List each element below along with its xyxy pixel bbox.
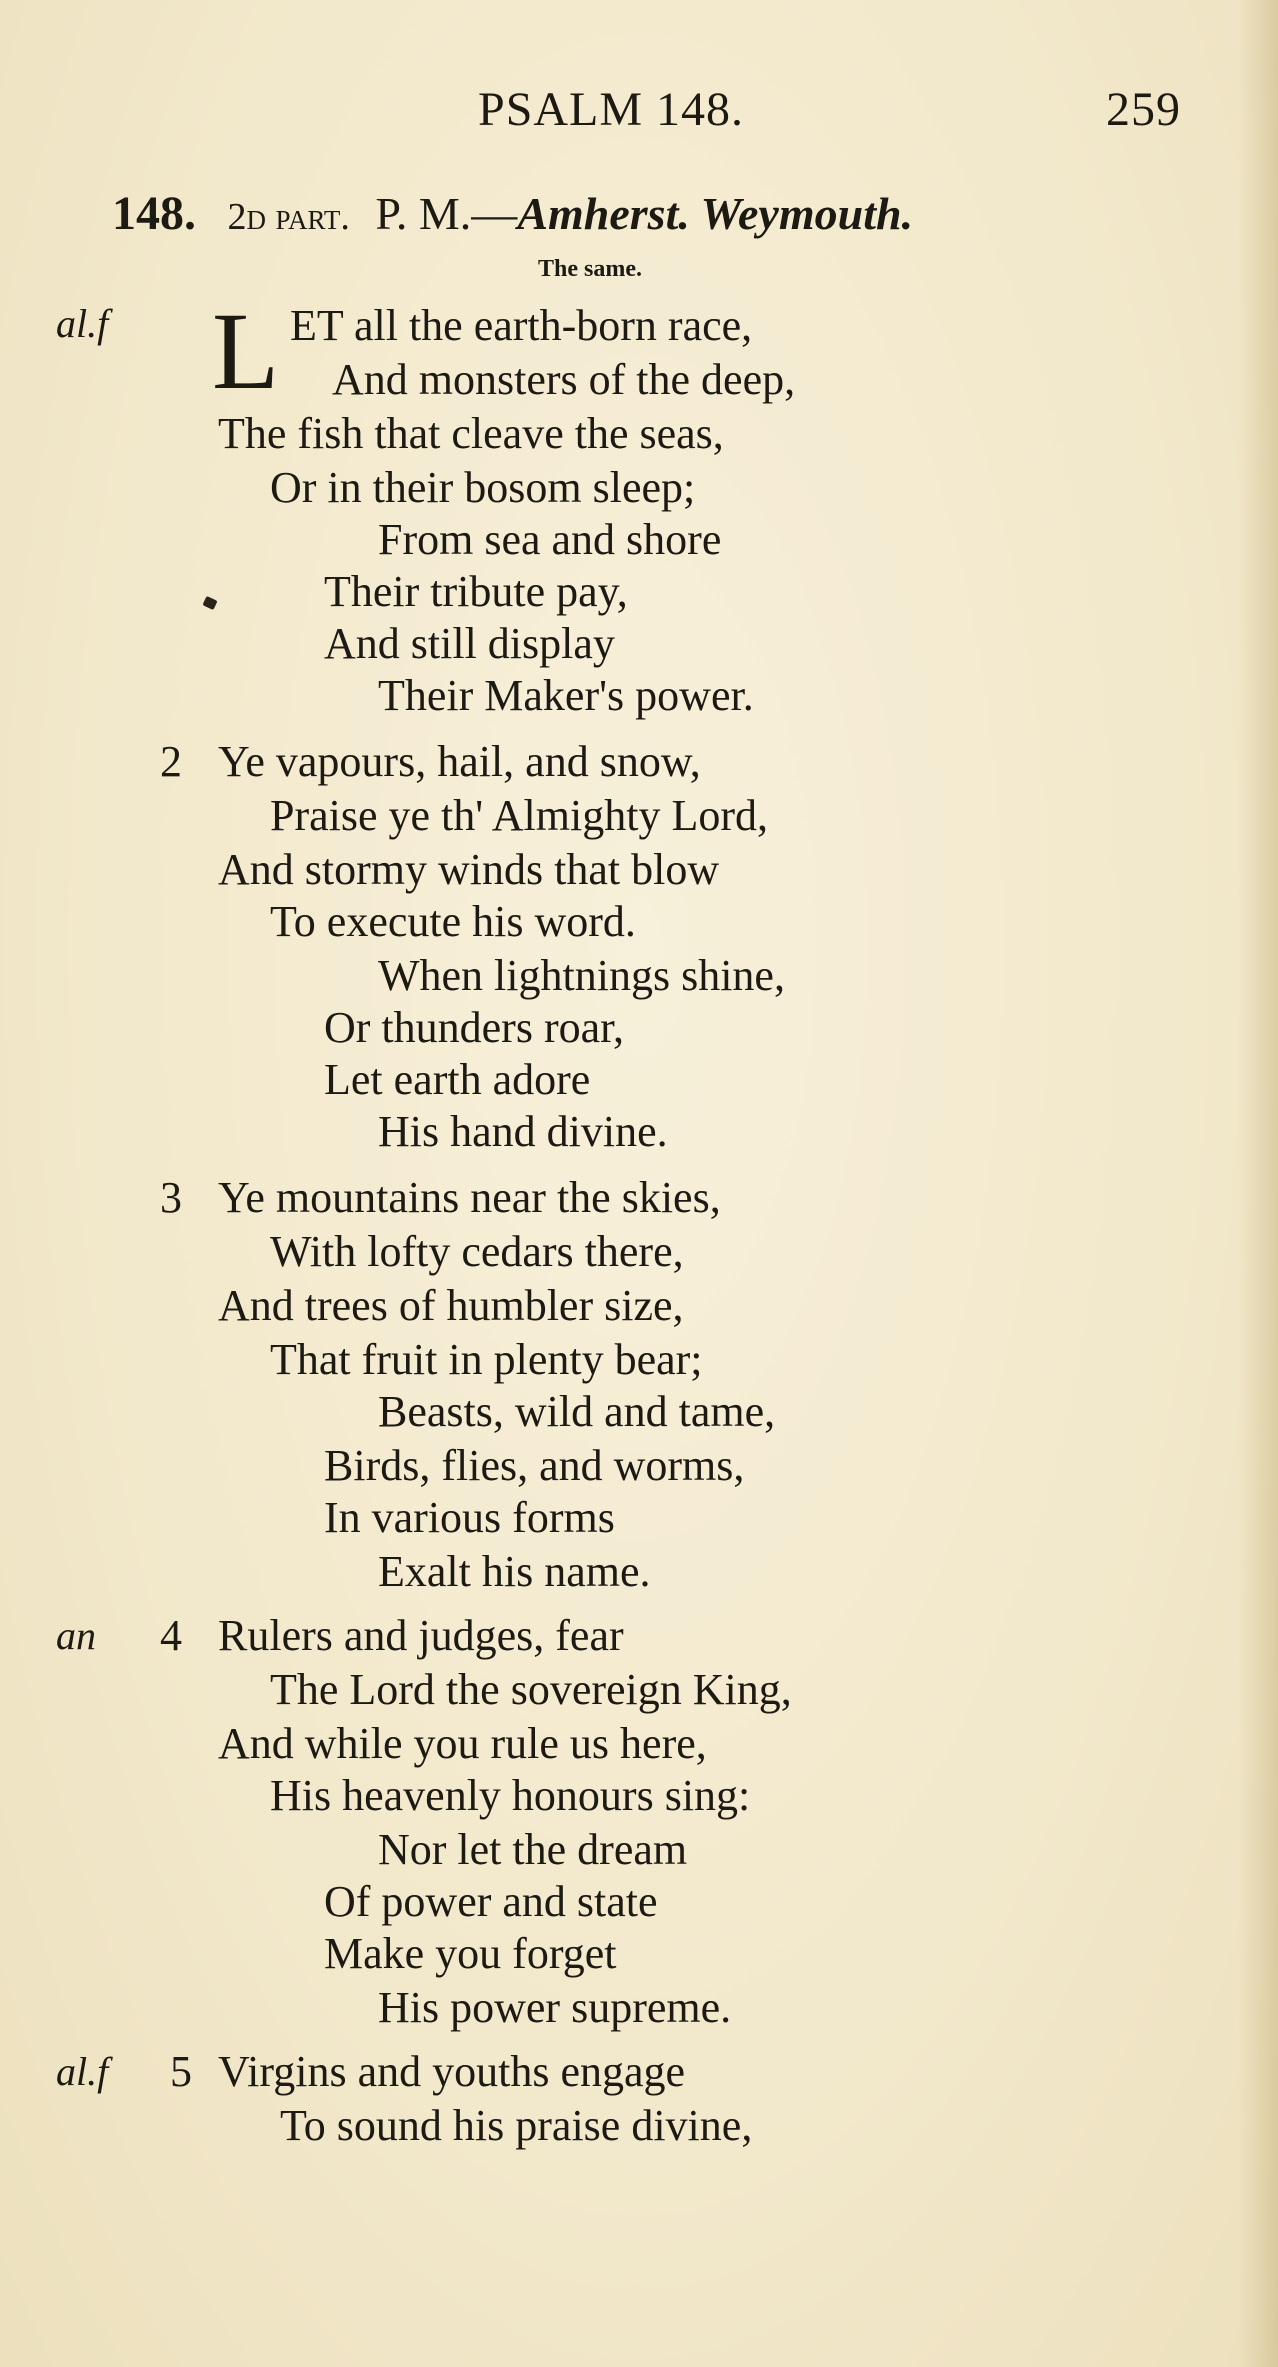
hymn-tunes: Amherst. Weymouth. (517, 188, 914, 239)
verse-line: Virgins and youths engage (218, 2047, 686, 2096)
verse-line: Beasts, wild and tame, (378, 1387, 776, 1436)
hymn-subtitle: The same. (538, 256, 642, 282)
verse-line: Their tribute pay, (324, 567, 628, 616)
verse-line: And still display (324, 619, 615, 668)
verse-line: Birds, flies, and worms, (324, 1441, 745, 1490)
stanza-number: 5 (170, 2047, 192, 2096)
dynamic-marker: al.f (56, 301, 109, 346)
verse-line: In various forms (324, 1493, 615, 1542)
drop-cap: L (212, 290, 280, 412)
verse-line: Their Maker's power. (378, 671, 754, 720)
verse-line: And stormy winds that blow (218, 845, 720, 894)
verse-line: The Lord the sovereign King, (270, 1665, 792, 1714)
stanza-number: 4 (160, 1611, 182, 1660)
verse-line: Praise ye th' Almighty Lord, (270, 791, 768, 840)
verse-line: His heavenly honours sing: (270, 1771, 751, 1820)
verse-line: When lightnings shine, (378, 951, 785, 1000)
verse-line: Rulers and judges, fear (218, 1611, 624, 1660)
verse-line: To execute his word. (270, 897, 636, 946)
hymn-meter: P. M.— (375, 188, 518, 239)
verse-line: Make you forget (324, 1929, 617, 1978)
verse-line: Ye mountains near the skies, (218, 1173, 721, 1222)
verse-line: His power supreme. (378, 1983, 732, 2032)
verse-line: To sound his praise divine, (280, 2101, 753, 2150)
verse-line: Ye vapours, hail, and snow, (218, 737, 701, 786)
verse-line: ET all the earth-born race, (290, 301, 753, 350)
verse-line: Exalt his name. (378, 1547, 651, 1596)
verse-line: And monsters of the deep, (332, 355, 796, 404)
verse-line: Nor let the dream (378, 1825, 688, 1874)
stanza-number: 2 (160, 737, 182, 786)
hymn-heading (112, 186, 913, 241)
verse-line: Or in their bosom sleep; (270, 463, 696, 512)
verse-line: And while you rule us here, (218, 1719, 707, 1768)
verse-line: The fish that cleave the seas, (218, 409, 724, 458)
page-edge-shadow (1238, 0, 1278, 2367)
verse-line: From sea and shore (378, 515, 722, 564)
hymn-part: 2d part. (227, 196, 350, 238)
dynamic-marker: an (56, 1613, 96, 1658)
verse-line: That fruit in plenty bear; (270, 1335, 703, 1384)
verse-line: And trees of humbler size, (218, 1281, 684, 1330)
verse-line: His hand divine. (378, 1107, 668, 1156)
verse-line: With lofty cedars there, (270, 1227, 684, 1276)
verse-line: Of power and state (324, 1877, 658, 1926)
running-title: PSALM 148. (478, 83, 745, 136)
verse-line: Or thunders roar, (324, 1003, 625, 1052)
hymn-number: 148. (112, 187, 196, 240)
dynamic-marker: al.f (56, 2049, 109, 2094)
stanza-number: 3 (160, 1173, 182, 1222)
page-number: 259 (1106, 83, 1181, 136)
verse-line: Let earth adore (324, 1055, 591, 1104)
